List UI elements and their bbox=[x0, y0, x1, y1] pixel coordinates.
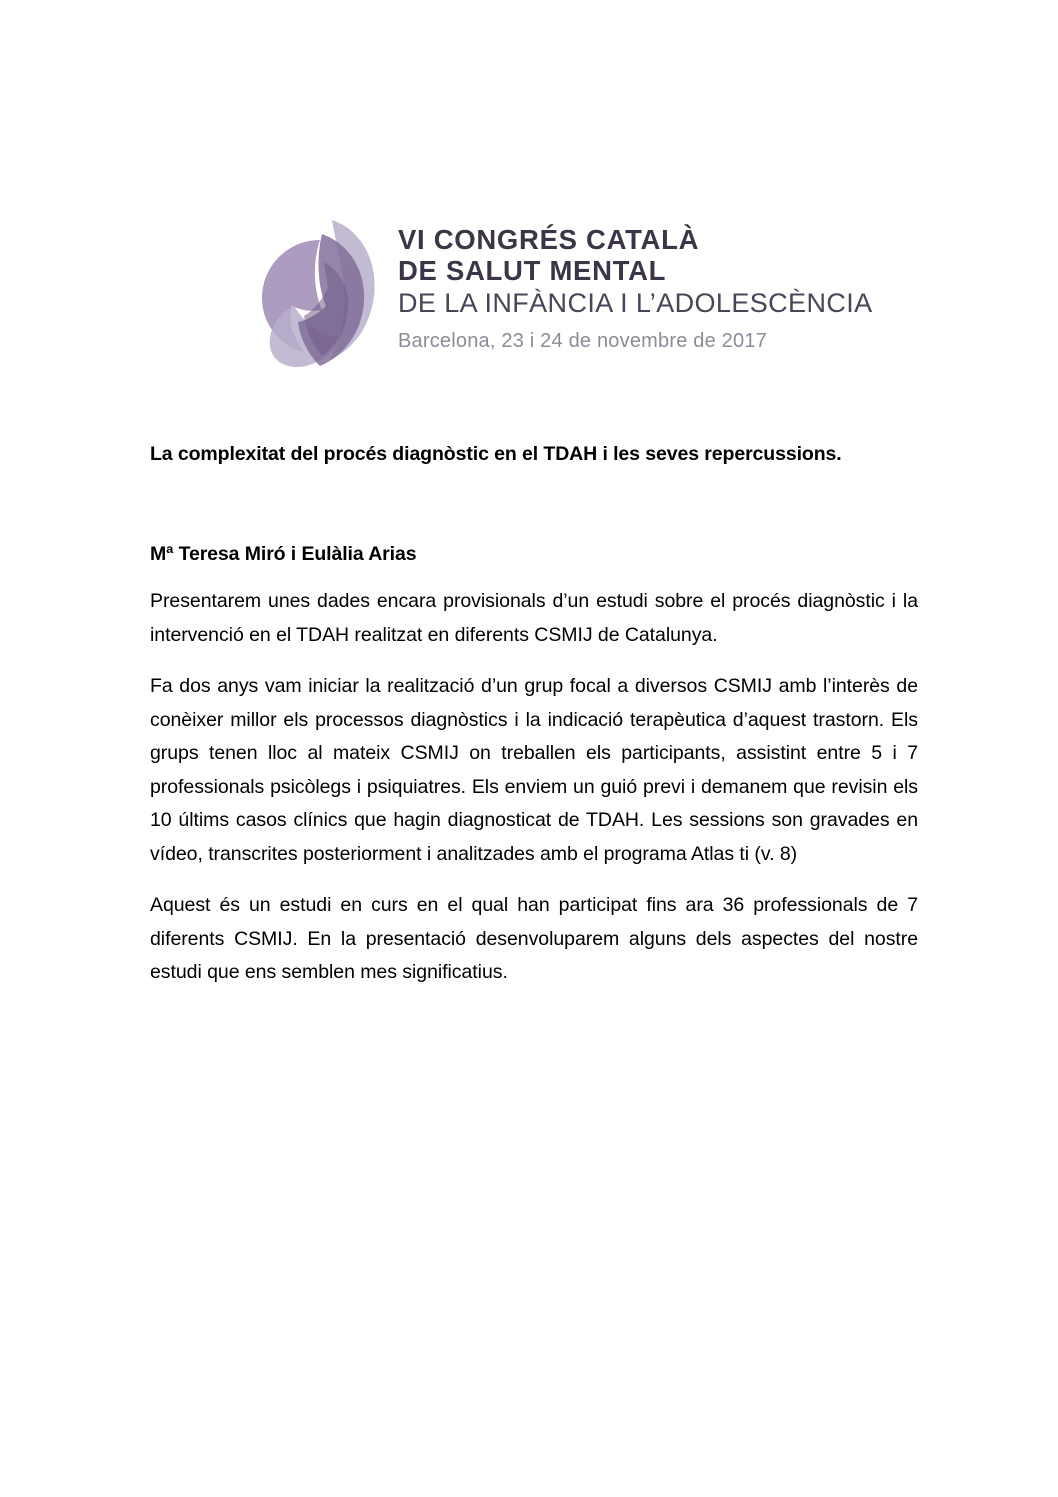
document-body bbox=[150, 440, 918, 990]
page-title: La complexitat del procés diagnòstic en el TDAH i les seves repercussions. bbox=[150, 443, 842, 465]
authors-line: Mª Teresa Miró i Eulàlia Arias bbox=[150, 543, 417, 565]
abstract-paragraph-3: Aquest és un estudi en curs en el qual han participat fins ara 36 professionals de 7 diferents CSMIJ. En la presentació desenvoluparem alguns dels aspectes del nostre estudi que ens semblen mes significatius. bbox=[150, 894, 918, 983]
logo-date-line: Barcelona, 23 i 24 de novembre de 2017 bbox=[398, 330, 767, 352]
logo-line-congres: VI CONGRÉS CATALÀ bbox=[398, 224, 700, 255]
logo-line-salut-mental: DE SALUT MENTAL bbox=[398, 255, 667, 286]
logo-line-infancia: DE LA INFÀNCIA I L’ADOLESCÈNCIA bbox=[398, 288, 873, 318]
abstract-paragraph-2: Fa dos anys vam iniciar la realització d’un grup focal a diversos CSMIJ amb l’interès de conèixer millor els processos diagnòstics i la indicació terapèutica d’aquest trastorn. Els grups tenen lloc al mateix CSMIJ on treballen els participants, assistint entre 5 i 7 professionals psicòlegs i psiquiatres. Els enviem un guió previ i demanem que revisin els 10 últims casos clínics que hagin diagnosticat de TDAH. Les sessions son gravades en vídeo, transcrites posteriorment i analitzades amb el programa Atlas ti (v. 8) bbox=[150, 675, 918, 865]
congress-logo bbox=[248, 214, 873, 379]
congress-logo-text bbox=[398, 214, 873, 353]
congress-leaf-mark-icon bbox=[248, 214, 384, 374]
abstract-paragraph-1: Presentarem unes dades encara provisionals d’un estudi sobre el procés diagnòstic i la intervenció en el TDAH realitzat en diferents CSMIJ de Catalunya. bbox=[150, 590, 918, 646]
